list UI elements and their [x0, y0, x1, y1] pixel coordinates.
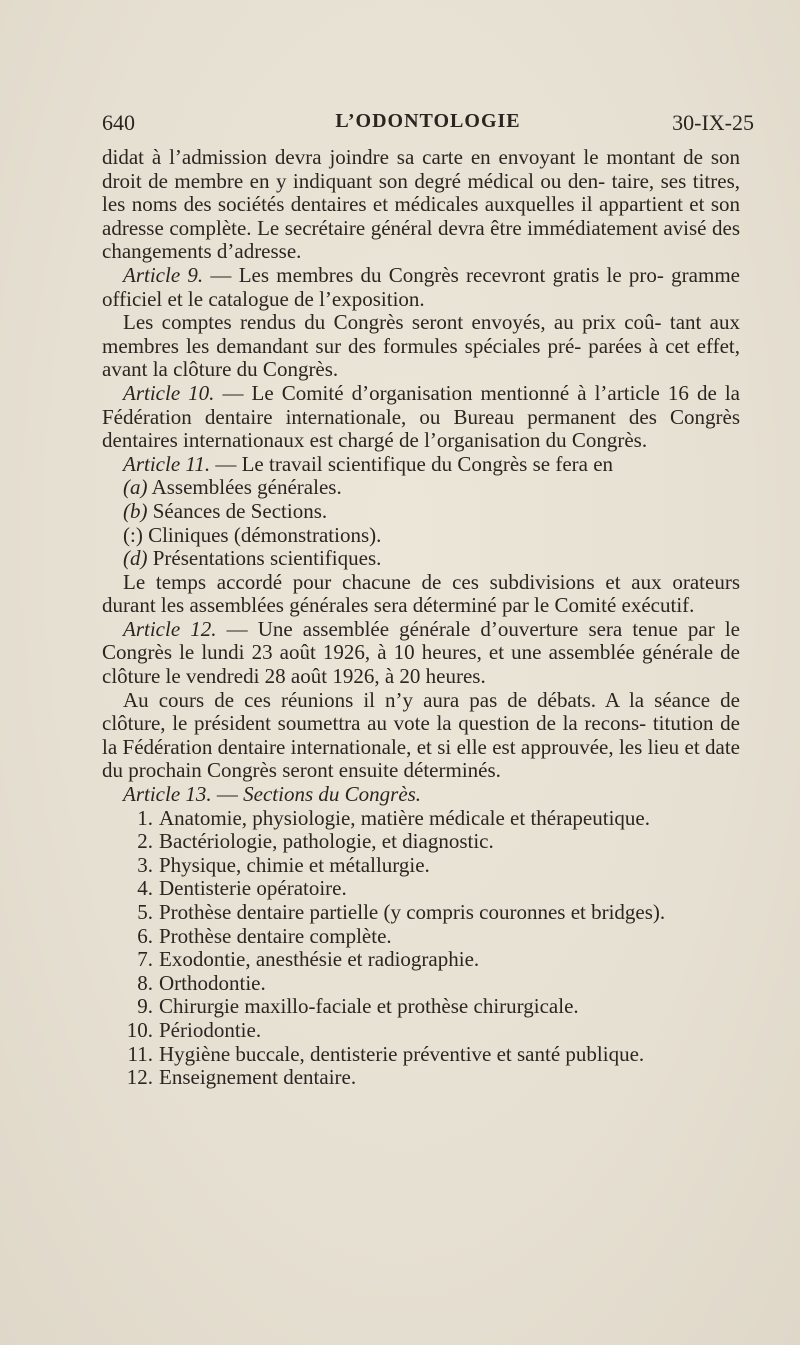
item-text: Assemblées générales.	[147, 475, 342, 500]
article-12	[102, 618, 740, 689]
section-title: Dentisterie opératoire.	[159, 876, 347, 901]
article-11-item-b	[102, 500, 740, 524]
section-item	[102, 925, 740, 949]
section-title: Hygiène buccale, dentisterie préventive et santé publique.	[159, 1041, 645, 1066]
body-text	[102, 146, 740, 1090]
article-12-follow-paragraph: Au cours de ces réunions il n’y aura pas de débats. A la séance de clôture, le président soumettra au vote la question de la recons- titution de la Fédération dentaire internationale, et si elle est approuvée, les lieu et date du prochain Congrès seront ensuite déterminés.	[102, 687, 740, 783]
issue-date: 30-IX-25	[672, 110, 754, 135]
journal-title: L’ODONTOLOGIE	[335, 110, 521, 132]
section-number: 6.	[137, 923, 153, 948]
article-12-label: Article 12.	[123, 616, 217, 641]
item-marker: (d)	[123, 546, 148, 571]
article-10	[102, 382, 740, 453]
section-item	[102, 1066, 740, 1090]
section-title: Exodontie, anesthésie et radiographie.	[159, 947, 480, 972]
section-number: 10.	[126, 1017, 153, 1042]
article-13-label: Article 13.	[123, 782, 212, 807]
article-11-text: — Le travail scientifique du Congrès se fera en	[210, 451, 614, 476]
article-13-heading: Sections du Congrès.	[243, 782, 422, 807]
section-item	[102, 972, 740, 996]
section-item	[102, 1019, 740, 1043]
section-title: Chirurgie maxillo-faciale et prothèse chirurgicale.	[159, 994, 579, 1019]
article-9	[102, 264, 740, 311]
section-item	[102, 877, 740, 901]
section-title: Anatomie, physiologie, matière médicale et thérapeutique.	[159, 805, 650, 830]
article-9-follow-paragraph: Les comptes rendus du Congrès seront envoyés, au prix coû- tant aux membres les demandant sur des formules spéciales pré- parées à cet effet, avant la clôture du Congrès.	[102, 310, 740, 382]
item-marker: (:)	[123, 522, 143, 547]
section-number: 7.	[137, 947, 153, 972]
article-11	[102, 453, 740, 477]
section-item	[102, 830, 740, 854]
section-number: 5.	[137, 900, 153, 924]
section-item	[102, 807, 740, 831]
article-10-text: — Le Comité d’organisation mentionné à l’article 16 de la Fédération dentaire internationale, ou Bureau permanent des Congrès dentaires internationaux est chargé de l’organisation du Congrès.	[102, 380, 740, 453]
article-13-dash: —	[211, 782, 244, 807]
section-title: Physique, chimie et métallurgie.	[159, 852, 430, 877]
section-item	[102, 901, 740, 925]
section-item	[102, 995, 740, 1019]
section-item	[102, 948, 740, 972]
section-number: 11.	[127, 1041, 153, 1066]
item-text: Cliniques (démonstrations).	[142, 522, 382, 547]
section-number: 12.	[126, 1065, 153, 1090]
item-marker: (b)	[123, 498, 148, 523]
article-13	[102, 783, 740, 807]
article-9-text: — Les membres du Congrès recevront gratis le pro- gramme officiel et le catalogue de l’exposition.	[102, 262, 740, 311]
article-10-label: Article 10.	[123, 380, 215, 405]
running-header	[102, 110, 754, 140]
section-number: 1.	[137, 805, 153, 830]
section-title: Prothèse dentaire complète.	[159, 923, 392, 948]
article-11-item-a	[102, 476, 740, 500]
article-11-label: Article 11.	[123, 451, 211, 476]
item-marker: (a)	[123, 475, 148, 500]
section-number: 4.	[137, 876, 153, 901]
section-title: Bactériologie, pathologie, et diagnostic.	[159, 829, 494, 854]
sections-list	[102, 807, 740, 1090]
item-text: Présentations scientifiques.	[147, 546, 382, 571]
section-number: 8.	[137, 970, 153, 995]
section-item	[102, 854, 740, 878]
section-number: 9.	[137, 994, 153, 1019]
article-11-item-c	[102, 524, 740, 548]
article-11-item-d	[102, 547, 740, 571]
section-number: 3.	[137, 852, 153, 877]
section-title: Prothèse dentaire partielle (y compris couronnes et bridges).	[159, 900, 666, 924]
page-number: 640	[102, 110, 135, 135]
article-9-label: Article 9.	[123, 262, 204, 287]
section-title: Périodontie.	[159, 1017, 262, 1042]
section-title: Orthodontie.	[159, 970, 266, 995]
item-text: Séances de Sections.	[147, 498, 328, 523]
article-12-text: — Une assemblée générale d’ouverture sera tenue par le Congrès le lundi 23 août 1926, à 10 heures, et une assemblée générale de clôture le vendredi 28 août 1926, à 20 heures.	[102, 616, 740, 689]
section-item	[102, 1043, 740, 1067]
article-11-follow-paragraph: Le temps accordé pour chacune de ces subdivisions et aux orateurs durant les assemblées générales sera déterminé par le Comité exécutif.	[102, 569, 740, 618]
section-title: Enseignement dentaire.	[159, 1065, 357, 1090]
section-number: 2.	[137, 829, 153, 854]
intro-paragraph: didat à l’admission devra joindre sa carte en envoyant le montant de son droit de membre en y indiquant son degré médical ou den- taire, ses titres, les noms des sociétés dentaires et médicales auxquelles il appartient et son adresse complète. Le secrétaire général devra être immédiatement avisé des changements d’adresse.	[102, 145, 740, 264]
